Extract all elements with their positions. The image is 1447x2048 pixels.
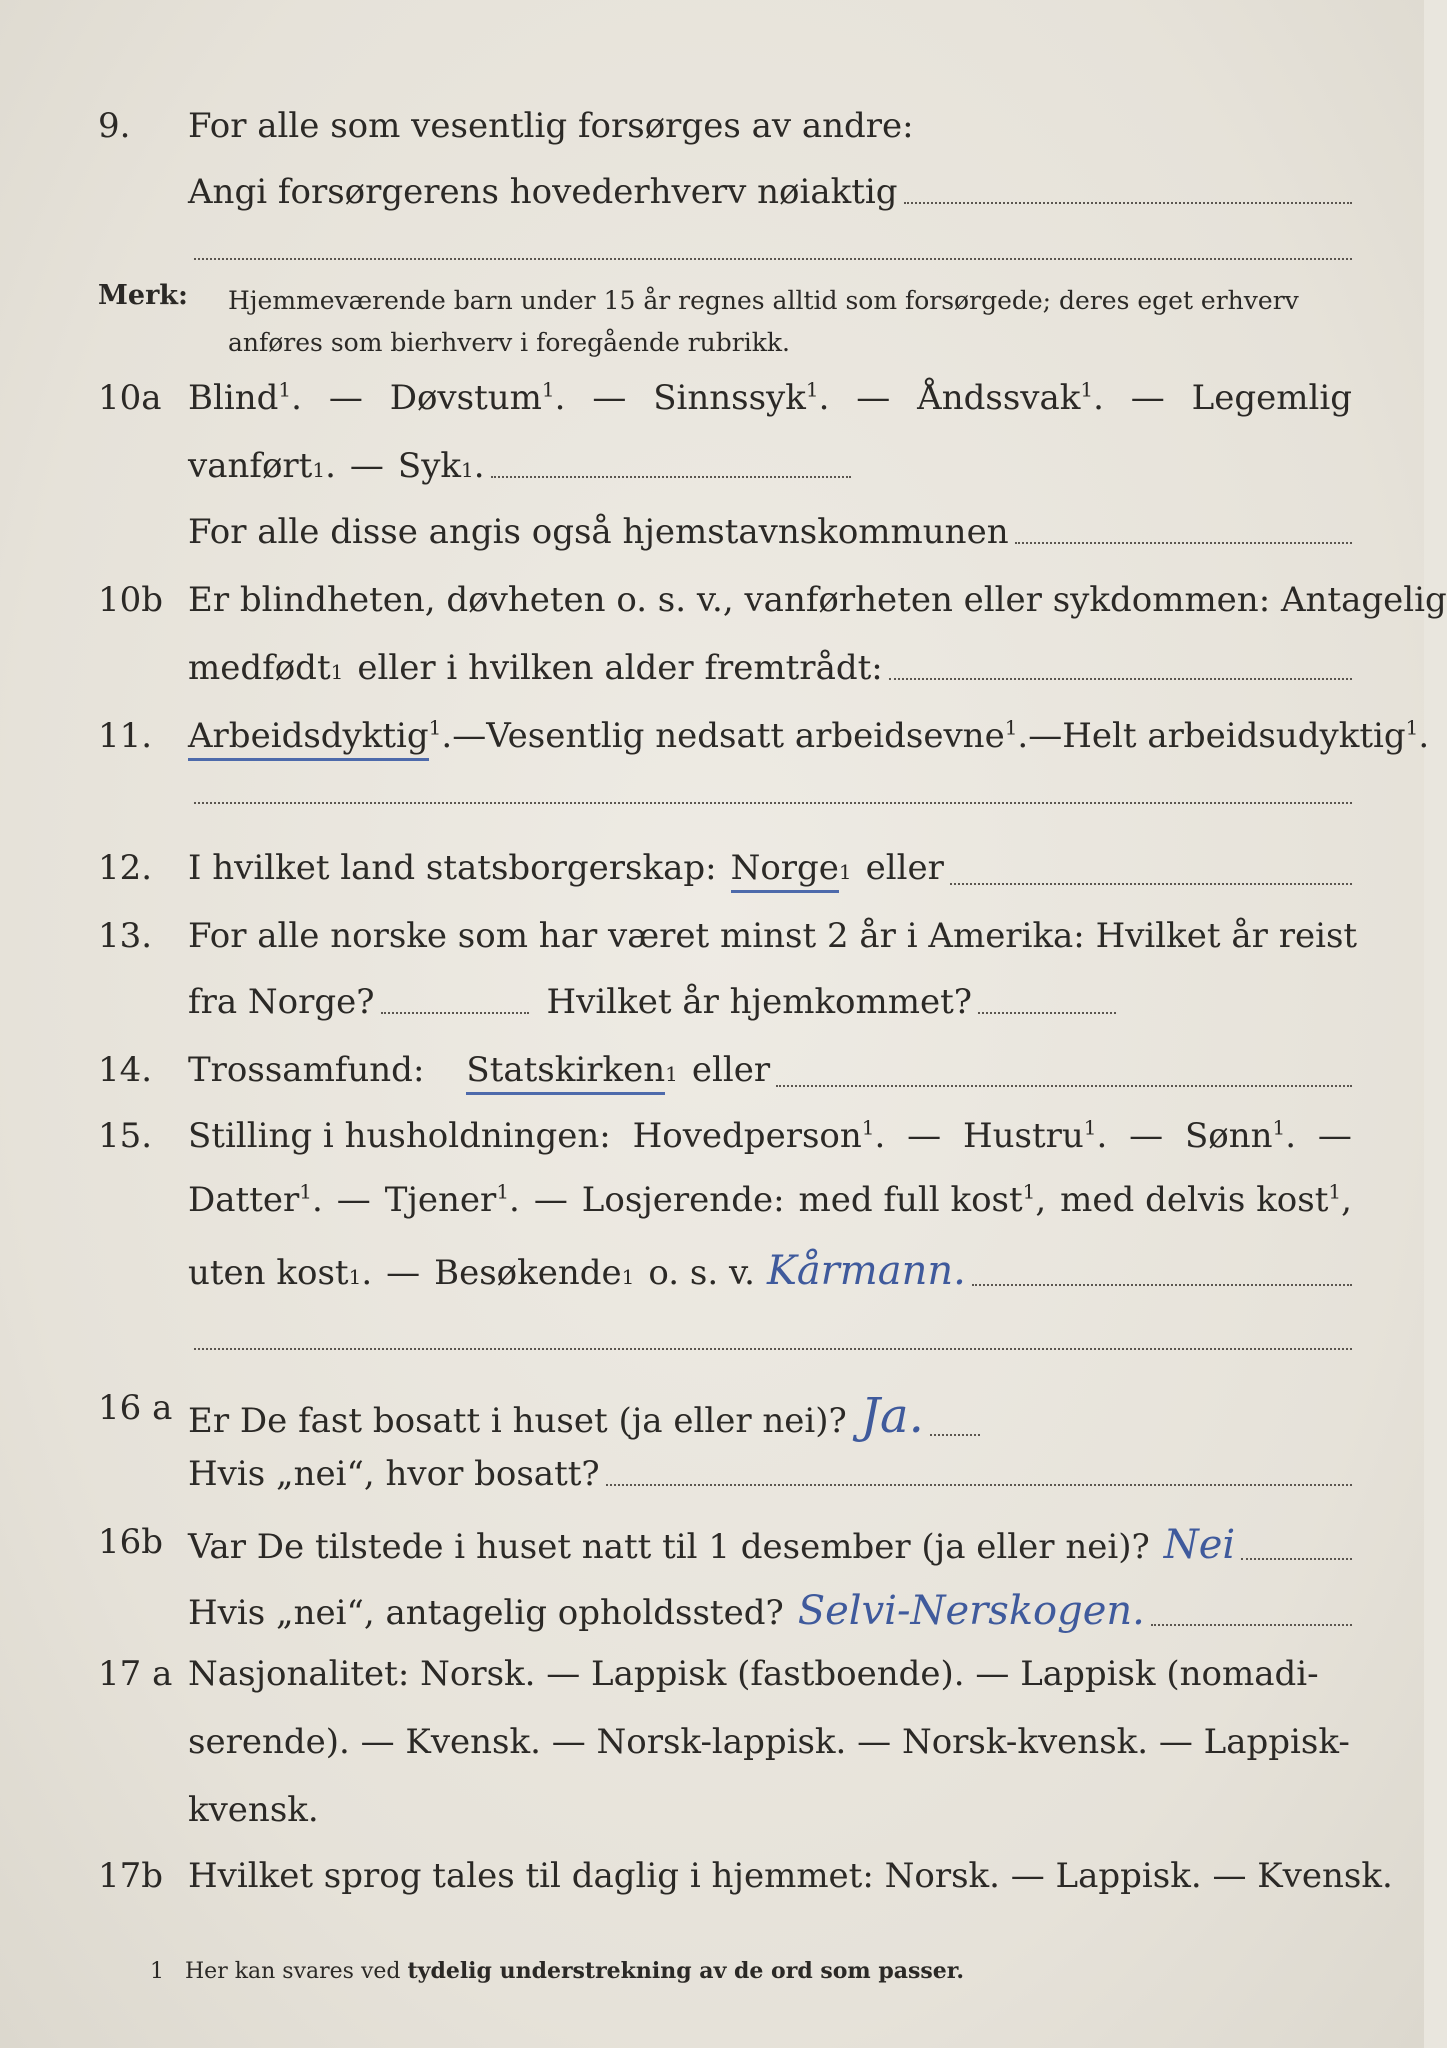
option-medfodt[interactable]: medfødt bbox=[188, 648, 331, 688]
item-number: 12. bbox=[98, 848, 153, 888]
item-15-line2: Datter$^1$. — Tjener$^1$. — Losjerende: med full kost$^1$, med delvis kost$^1$, bbox=[188, 1179, 1352, 1220]
dash: — bbox=[336, 1180, 371, 1220]
item-text: For alle norske som har været minst 2 år i Amerika: Hvilket år reist bbox=[188, 916, 1358, 956]
item-10b-line1 bbox=[0, 572, 1447, 632]
dash: — bbox=[907, 1116, 942, 1156]
option-blind[interactable]: Blind bbox=[188, 378, 279, 418]
answer-line[interactable] bbox=[381, 1010, 529, 1014]
item-10a-line1: 10a Blind$^1$. — Døvstum$^1$. — Sinnssyk$^1$. — Åndssvak$^1$. — Legemlig bbox=[98, 377, 1352, 418]
note-text: Hjemmeværende barn under 15 år regnes alltid som forsørgede; deres eget erhverv anføres som bierhverv i foregående rubrikk. bbox=[228, 286, 1299, 357]
answer-line[interactable] bbox=[1015, 540, 1352, 544]
answer-line[interactable] bbox=[1241, 1556, 1352, 1560]
footnote bbox=[150, 1958, 964, 1984]
option-sonn[interactable]: Sønn bbox=[1184, 1116, 1273, 1156]
item-17a-line3 bbox=[0, 1782, 1424, 1842]
option-syk[interactable]: Syk bbox=[397, 446, 462, 486]
dash: — bbox=[386, 1253, 421, 1293]
item-10a-line2: vanført 1 . — Syk 1 . bbox=[0, 438, 1424, 498]
item-text: Trossamfund: bbox=[188, 1050, 425, 1090]
option-dovstum[interactable]: Døvstum bbox=[389, 378, 542, 418]
option-norge-selected[interactable]: Norge bbox=[731, 848, 839, 893]
option-datter[interactable]: Datter bbox=[188, 1180, 300, 1220]
item-17a-line2 bbox=[0, 1714, 1424, 1774]
handwritten-answer[interactable]: Nei bbox=[1163, 1522, 1236, 1568]
answer-line[interactable] bbox=[930, 1432, 980, 1436]
item-number: 13. bbox=[98, 916, 153, 956]
dash: — bbox=[349, 446, 384, 486]
option-besokende[interactable]: Besøkende bbox=[434, 1253, 622, 1293]
item-number: 9. bbox=[98, 106, 131, 146]
answer-line[interactable] bbox=[950, 881, 1352, 885]
item-text: Hvilket år hjemkommet? bbox=[546, 982, 973, 1022]
item-text: I hvilket land statsborgerskap: bbox=[188, 848, 717, 888]
option-hovedperson[interactable]: Hovedperson bbox=[632, 1116, 862, 1156]
answer-line[interactable] bbox=[972, 1282, 1352, 1286]
item-text: Stilling i husholdningen: bbox=[188, 1116, 611, 1156]
option-sinnssyk[interactable]: Sinnssyk bbox=[653, 378, 806, 418]
item-text: Er De fast bosatt i huset (ja eller nei)? bbox=[188, 1401, 847, 1441]
dash: — bbox=[592, 378, 627, 418]
answer-line[interactable] bbox=[1151, 1622, 1352, 1626]
option-udyktig[interactable]: Helt arbeidsudyktig bbox=[1062, 716, 1406, 756]
handwritten-answer[interactable]: Ja. bbox=[860, 1388, 924, 1444]
item-number: 17 a bbox=[98, 1654, 173, 1694]
dash: — bbox=[856, 378, 891, 418]
answer-line[interactable] bbox=[606, 1482, 1352, 1486]
item-text: Var De tilstede i huset natt til 1 desember (ja eller nei)? bbox=[188, 1527, 1150, 1567]
item-text: kvensk. bbox=[188, 1790, 319, 1830]
option-arbeidsdyktig-selected[interactable]: Arbeidsdyktig bbox=[188, 716, 429, 761]
option-full-kost[interactable]: med full kost bbox=[798, 1180, 1023, 1220]
item-number: 14. bbox=[98, 1050, 153, 1090]
option-nedsatt[interactable]: Vesentlig nedsatt arbeidsevne bbox=[486, 716, 1005, 756]
item-10b-line2: medfødt 1 eller i hvilken alder fremtrådt: bbox=[0, 640, 1424, 700]
item-text: serende). — Kvensk. — Norsk-lappisk. — Norsk-kvensk. — Lappisk- bbox=[188, 1722, 1350, 1762]
item-number: 16 a bbox=[98, 1388, 173, 1428]
item-12: 12. I hvilket land statsborgerskap: Norge 1 eller bbox=[0, 840, 1424, 900]
option-statskirken-selected[interactable]: Statskirken bbox=[466, 1050, 665, 1095]
item-text: Losjerende: bbox=[581, 1180, 785, 1220]
dash: — bbox=[1129, 1116, 1164, 1156]
item-text: Hvilket sprog tales til daglig i hjemmet: Norsk. — Lappisk. — Kvensk. bbox=[188, 1856, 1393, 1896]
item-text: Hvis „nei“, antagelig opholdssted? bbox=[188, 1593, 784, 1633]
handwritten-answer[interactable]: Kårmann. bbox=[766, 1248, 966, 1294]
dash: — bbox=[1130, 378, 1165, 418]
item-9-line2 bbox=[0, 164, 1424, 224]
item-number: 16b bbox=[98, 1522, 164, 1562]
option-hustru[interactable]: Hustru bbox=[962, 1116, 1084, 1156]
item-number: 17b bbox=[98, 1856, 164, 1896]
footnote-text: Her kan svares ved bbox=[184, 1959, 401, 1984]
answer-line[interactable] bbox=[194, 256, 1352, 260]
footnote-mark: 1 bbox=[150, 1959, 164, 1984]
item-14: 14. Trossamfund: Statskirken 1 eller bbox=[0, 1042, 1424, 1102]
answer-line[interactable] bbox=[889, 676, 1352, 680]
item-number: 11. bbox=[98, 716, 153, 756]
item-text: o. s. v. bbox=[648, 1253, 755, 1293]
answer-line[interactable] bbox=[194, 1346, 1352, 1350]
dash: — bbox=[452, 716, 487, 756]
handwritten-answer[interactable]: Selvi-Nerskogen. bbox=[797, 1588, 1145, 1634]
item-number: 15. bbox=[98, 1116, 153, 1156]
item-13-line2 bbox=[0, 974, 1424, 1034]
item-16b-line1 bbox=[0, 1514, 1424, 1574]
item-16b-line2 bbox=[0, 1580, 1424, 1640]
item-text: eller bbox=[691, 1050, 771, 1090]
item-9-line1 bbox=[0, 98, 1424, 158]
item-number: 10a bbox=[98, 378, 162, 418]
item-13-line1 bbox=[0, 908, 1424, 968]
item-10a-line3 bbox=[0, 504, 1424, 564]
dash: — bbox=[1317, 1116, 1352, 1156]
item-text: Er blindheten, døvheten o. s. v., vanførheten eller sykdommen: Antagelig bbox=[188, 580, 1447, 620]
item-text: Angi forsørgerens hovederhverv nøiaktig bbox=[188, 172, 898, 212]
option-legemlig[interactable]: Legemlig bbox=[1191, 378, 1352, 418]
item-text: For alle disse angis også hjemstavnskommunen bbox=[188, 512, 1009, 552]
footnote-emphasis: tydelig understrekning av de ord som passer. bbox=[407, 1958, 964, 1984]
item-text: Hvis „nei“, hvor bosatt? bbox=[188, 1454, 600, 1494]
dash: — bbox=[1028, 716, 1063, 756]
item-text: Nasjonalitet: Norsk. — Lappisk (fastboende). — Lappisk (nomadi- bbox=[188, 1654, 1319, 1694]
item-number: 10b bbox=[98, 580, 164, 620]
item-text: eller i hvilken alder fremtrådt: bbox=[357, 648, 883, 688]
dash: — bbox=[328, 378, 363, 418]
item-17b bbox=[0, 1848, 1424, 1908]
option-tjener[interactable]: Tjener bbox=[384, 1180, 497, 1220]
item-text: For alle som vesentlig forsørges av andre: bbox=[188, 106, 914, 146]
option-uten-kost[interactable]: uten kost bbox=[188, 1253, 349, 1293]
option-delvis-kost[interactable]: med delvis kost bbox=[1060, 1180, 1329, 1220]
answer-line[interactable] bbox=[904, 200, 1352, 204]
item-15-line3: uten kost 1 . — Besøkende 1 o. s. v. Kårmann. bbox=[0, 1240, 1424, 1300]
answer-line[interactable] bbox=[978, 1010, 1116, 1014]
dash: — bbox=[533, 1180, 568, 1220]
answer-line[interactable] bbox=[491, 474, 851, 478]
answer-line[interactable] bbox=[194, 800, 1352, 804]
item-15-line1: 15. Stilling i husholdningen: Hovedperson$^1$. — Hustru$^1$. — Sønn$^1$. — bbox=[98, 1115, 1352, 1156]
option-vanfort[interactable]: vanført bbox=[188, 446, 313, 486]
item-11-line1: 11. Arbeidsdyktig$^1$. — Vesentlig nedsatt arbeidsevne$^1$. — Helt arbeidsudyktig$^1$. bbox=[0, 708, 1424, 768]
item-16a-line1 bbox=[0, 1380, 1424, 1444]
item-text: eller bbox=[865, 848, 944, 888]
item-text: fra Norge? bbox=[188, 982, 375, 1022]
item-17a-line1 bbox=[0, 1646, 1424, 1706]
answer-line[interactable] bbox=[776, 1083, 1352, 1087]
note-label: Merk: bbox=[98, 280, 188, 311]
item-16a-line2 bbox=[0, 1446, 1424, 1506]
option-andssvak[interactable]: Åndssvak bbox=[917, 378, 1081, 418]
